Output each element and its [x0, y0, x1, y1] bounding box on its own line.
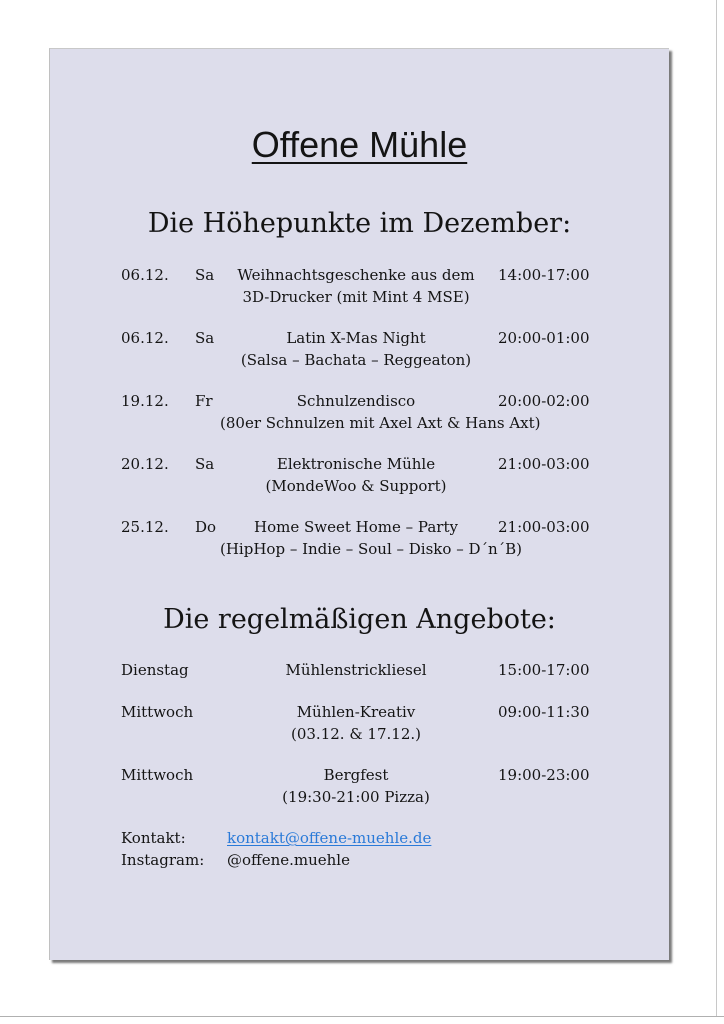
- event-day: Fr: [195, 392, 213, 410]
- offer-time: 09:00-11:30: [498, 703, 590, 721]
- event-details: [220, 327, 492, 371]
- regular-heading: Die regelmäßigen Angebote:: [163, 604, 556, 635]
- contact-email-label: Kontakt:: [121, 829, 186, 847]
- offer-details: [220, 701, 492, 745]
- offer-time: 19:00-23:00: [498, 766, 590, 784]
- event-subtitle: 3D-Drucker (mit Mint 4 MSE): [242, 288, 470, 306]
- event-time: 21:00-03:00: [498, 455, 590, 473]
- event-date: 06.12.: [121, 329, 169, 347]
- event-title: Latin X-Mas Night: [286, 329, 426, 347]
- event-time: 21:00-03:00: [498, 518, 590, 536]
- event-day: Sa: [195, 329, 215, 347]
- event-details: [220, 390, 541, 434]
- offer-row: [50, 764, 669, 814]
- offer-subtitle: (03.12. & 17.12.): [290, 725, 421, 743]
- event-date: 19.12.: [121, 392, 169, 410]
- highlights-heading: Die Höhepunkte im Dezember:: [147, 208, 572, 239]
- event-title: Weihnachtsgeschenke aus dem: [237, 266, 475, 284]
- window-edge: [716, 0, 717, 1016]
- event-row: [50, 264, 669, 314]
- offer-title: Mühlenstrickliesel: [285, 661, 427, 679]
- event-title: Schnulzendisco: [296, 392, 416, 410]
- page-title: Offene Mühle: [251, 124, 468, 165]
- contact-instagram-label: Instagram:: [121, 851, 205, 869]
- event-date: 06.12.: [121, 266, 169, 284]
- event-subtitle: (HipHop – Indie – Soul – Disko – D´n´B): [220, 540, 523, 558]
- event-row: [50, 390, 669, 440]
- offer-weekday: Mittwoch: [121, 703, 194, 721]
- event-day: Do: [195, 518, 217, 536]
- event-time: 20:00-01:00: [498, 329, 590, 347]
- offer-title: Bergfest: [323, 766, 389, 784]
- event-date: 25.12.: [121, 518, 169, 536]
- document-page: [49, 48, 669, 960]
- offer-title: Mühlen-Kreativ: [296, 703, 416, 721]
- offer-weekday: Dienstag: [121, 661, 189, 679]
- event-title: Home Sweet Home – Party: [254, 518, 458, 536]
- offer-details: [220, 659, 492, 681]
- event-time: 14:00-17:00: [498, 266, 590, 284]
- event-subtitle: (MondeWoo & Support): [265, 477, 447, 495]
- event-row: [50, 327, 669, 377]
- event-details: [220, 264, 492, 308]
- event-title: Elektronische Mühle: [276, 455, 436, 473]
- offer-subtitle: (19:30-21:00 Pizza): [282, 788, 430, 806]
- offer-details: [220, 764, 492, 808]
- event-row: [50, 453, 669, 503]
- event-time: 20:00-02:00: [498, 392, 590, 410]
- contact-email-link[interactable]: kontakt@offene-muehle.de: [227, 829, 432, 847]
- contact-instagram-handle: @offene.muehle: [227, 851, 350, 869]
- event-date: 20.12.: [121, 455, 169, 473]
- offer-time: 15:00-17:00: [498, 661, 590, 679]
- event-day: Sa: [195, 266, 215, 284]
- window-bottom-border: [0, 1016, 724, 1024]
- event-details: [220, 453, 492, 497]
- event-day: Sa: [195, 455, 215, 473]
- offer-row: [50, 701, 669, 751]
- event-row: [50, 516, 669, 566]
- event-subtitle: (Salsa – Bachata – Reggeaton): [240, 351, 472, 369]
- offer-weekday: Mittwoch: [121, 766, 194, 784]
- event-subtitle: (80er Schnulzen mit Axel Axt & Hans Axt): [220, 414, 541, 432]
- event-details: [220, 516, 523, 560]
